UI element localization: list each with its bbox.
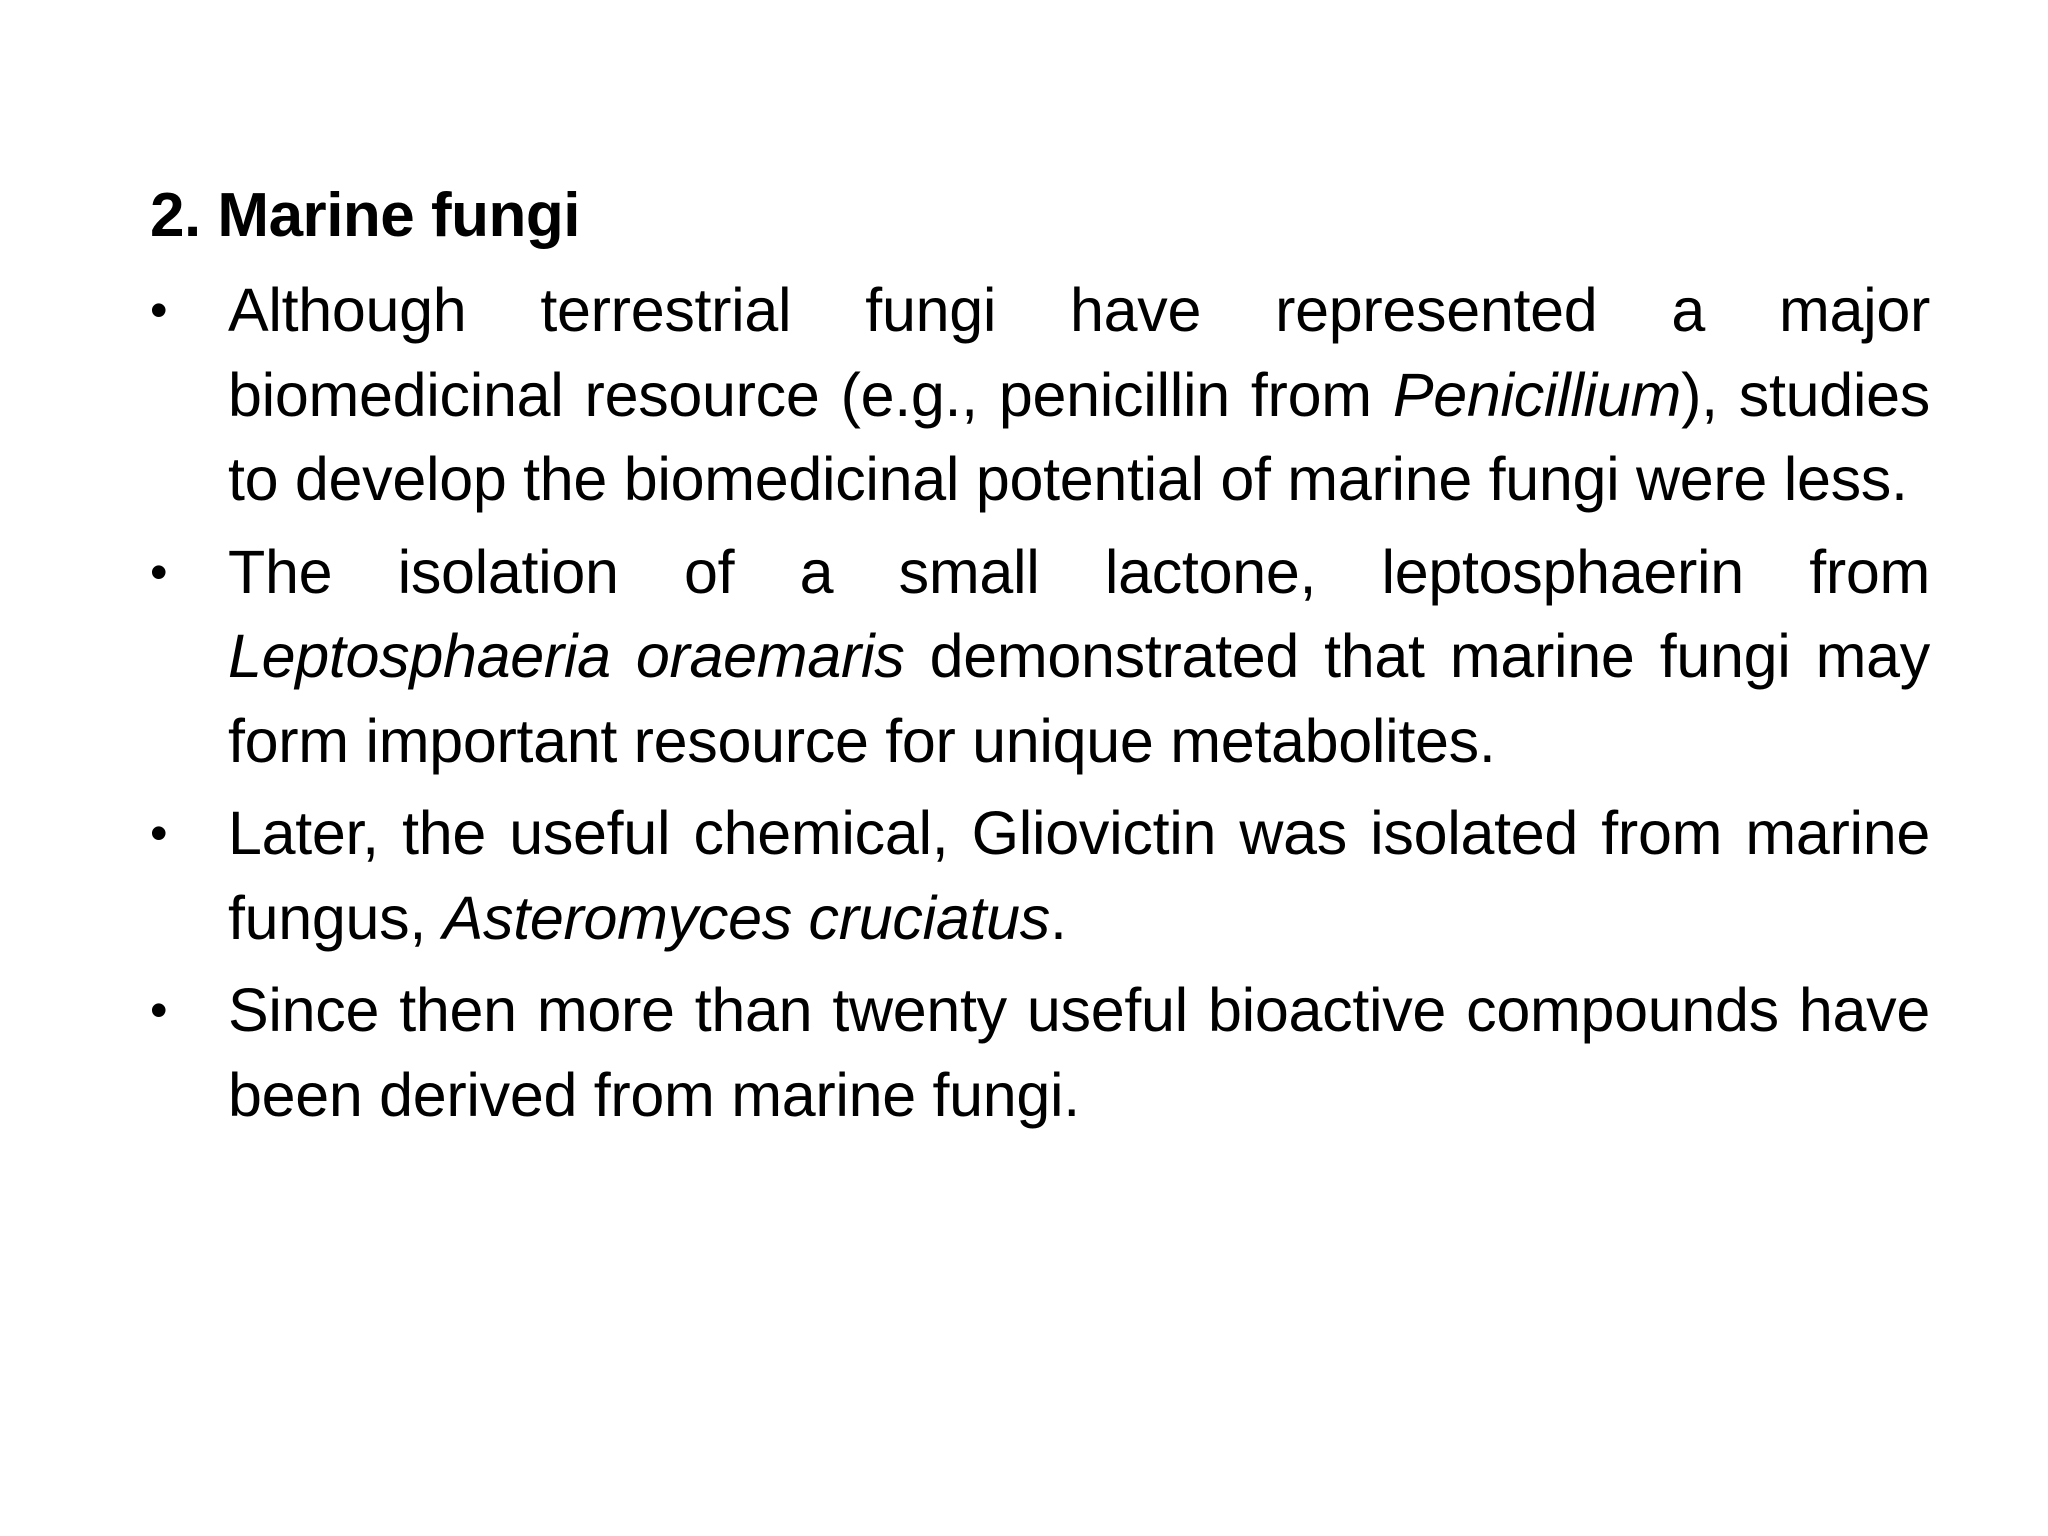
bullet-item <box>150 968 1930 1137</box>
bullet-text <box>228 976 1930 1129</box>
italic-term: Penicillium <box>1392 360 1682 429</box>
bullet-text <box>228 276 1930 513</box>
bullet-list <box>150 268 1930 1145</box>
italic-term: Leptosphaeria oraemaris <box>228 622 905 690</box>
bullet-text <box>228 799 1930 952</box>
bullet-point-icon: • <box>150 543 168 600</box>
bullet-item <box>150 530 1930 784</box>
bullet-point-icon: • <box>150 982 168 1038</box>
bullet-point-icon: • <box>150 805 168 861</box>
italic-term: Asteromyces cruciatus <box>442 883 1050 952</box>
bullet-point-icon: • <box>150 282 168 338</box>
bullet-item <box>150 268 1930 522</box>
bullet-text <box>228 538 1930 775</box>
text-segment: The isolation of a small lactone, leptosphaerin from <box>228 537 1930 606</box>
text-segment: ), studies to develop the biomedicinal potential of marine fungi were less. <box>228 360 1930 513</box>
bullet-item <box>150 791 1930 960</box>
text-segment: demonstrated that marine fungi may form important resource for unique metabolites. <box>228 622 1930 775</box>
slide-title: 2. Marine fungi <box>150 181 580 250</box>
text-segment: Since then more than twenty useful bioactive compounds have been derived from marine fungi. <box>228 976 1930 1129</box>
text-segment: Later, the useful chemical, Gliovictin was isolated from marine fungus, <box>228 799 1930 952</box>
text-segment: . <box>1049 883 1067 952</box>
text-segment: Although terrestrial fungi have represented a major biomedicinal resource (e.g., penicillin from <box>228 276 1930 429</box>
